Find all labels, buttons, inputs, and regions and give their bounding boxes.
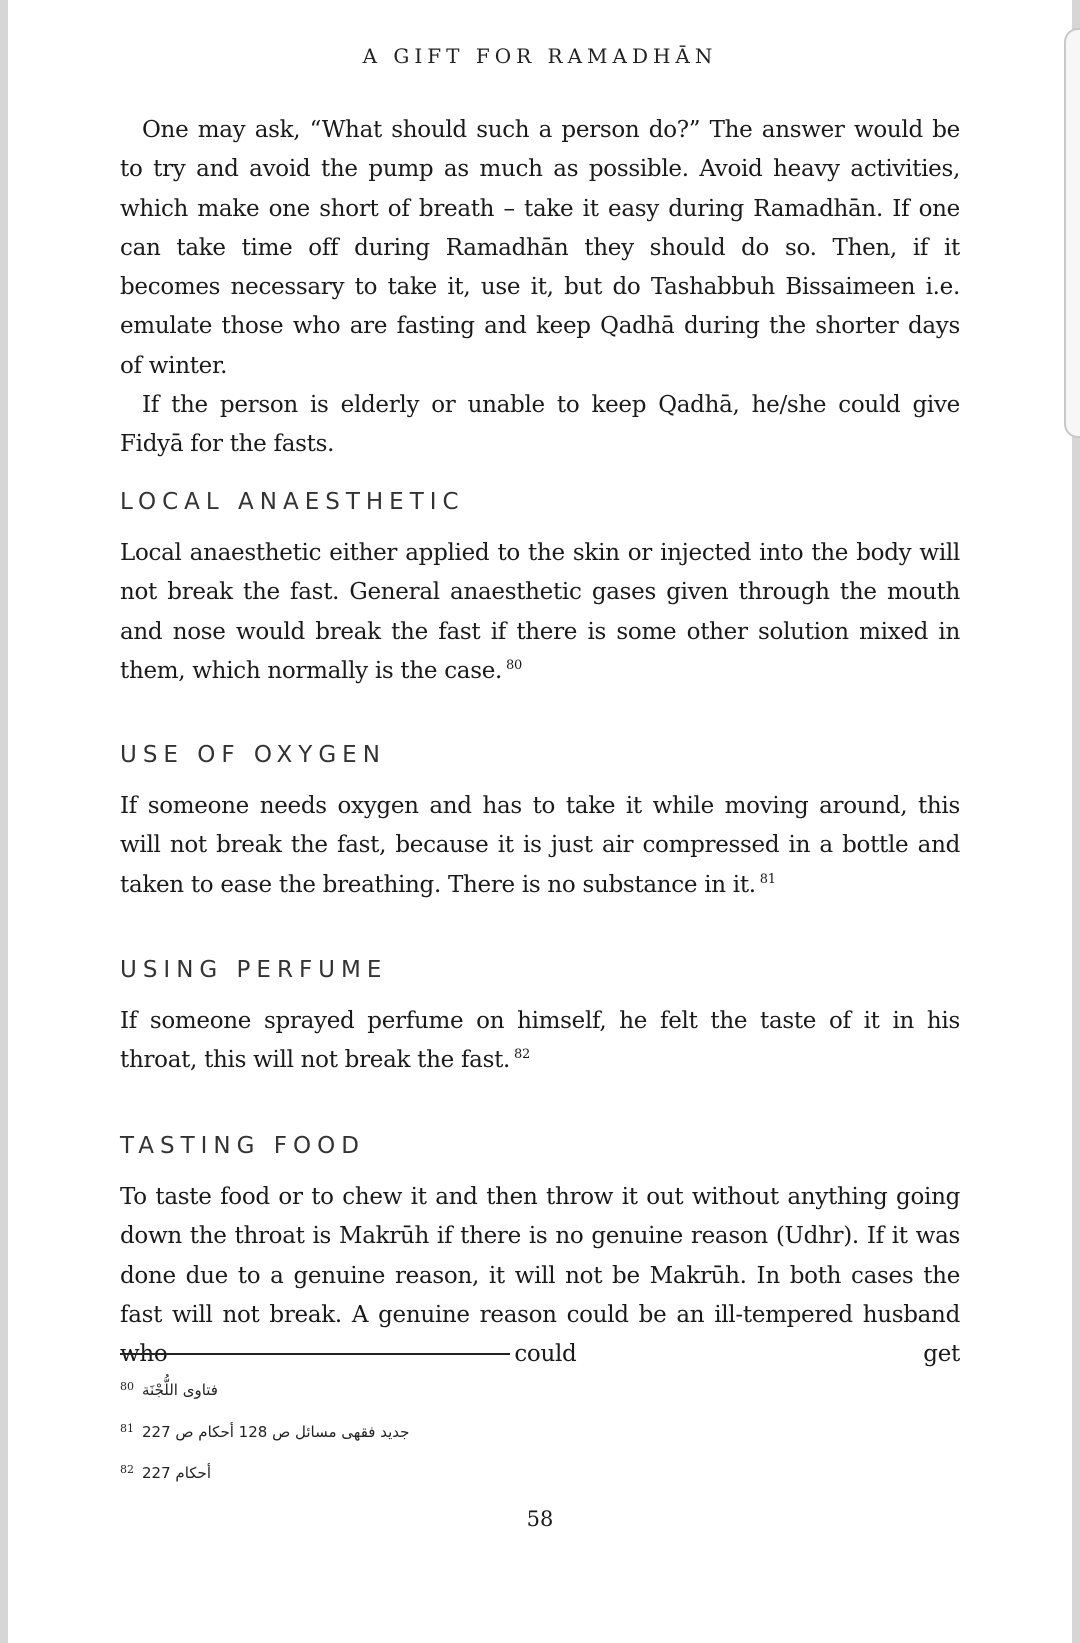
side-scroll-tab[interactable] bbox=[1064, 28, 1080, 438]
section-text: Local anaesthetic either applied to the skin or injected into the body will not break the fast. General anaesthetic gases given through the mouth and nose would break the fast if there is some other solution mixed in them, which normally is the case. bbox=[120, 540, 960, 684]
footnote-82 bbox=[120, 1460, 540, 1483]
footnote-number: 80 bbox=[120, 1380, 134, 1393]
section-use-of-oxygen bbox=[120, 741, 960, 905]
footnote-marker[interactable]: 81 bbox=[759, 871, 776, 887]
page-number: 58 bbox=[526, 1507, 554, 1531]
section-text: If someone needs oxygen and has to take it while moving around, this will not break the fast, because it is just air compressed in a bottle and taken to ease the breathing. There is no substance in it. bbox=[120, 793, 960, 898]
footnote-text: فتاوى اللُّجْنَة bbox=[142, 1381, 218, 1399]
footnote-80 bbox=[120, 1377, 540, 1400]
footnote-81 bbox=[120, 1419, 540, 1442]
footnote-marker[interactable]: 80 bbox=[506, 657, 522, 673]
footnote-text: أحكام 227 bbox=[142, 1464, 211, 1482]
paragraph: One may ask, “What should such a person do?” The answer would be to try and avoid the pump as much as possible. Avoid heavy activities, which make one short of breath – take it easy during Ramadhān. If one can take time off during Ramadhān they should do so. Then, if it becomes necessary to take it, use it, but do Tashabbuh Bissaimeen i.e. emulate those who are fasting and keep Qadhā during the shorter days of winter. bbox=[120, 117, 960, 379]
section-paragraph: To taste food or to chew it and then throw it out without anything going down the throat is Makrūh if there is no genuine reason (Udhr). If it was done due to a genuine reason, it will not be Makrūh. In both cases the fast will not break. A genuine reason could be an ill-tempered husband who could get bbox=[120, 1184, 960, 1368]
section-tasting-food bbox=[120, 1132, 960, 1374]
intro-block bbox=[120, 111, 960, 465]
section-local-anaesthetic bbox=[120, 488, 960, 691]
section-paragraph bbox=[120, 1002, 960, 1081]
section-paragraph bbox=[120, 787, 960, 905]
left-page-edge bbox=[0, 0, 8, 1643]
section-text: If someone sprayed perfume on himself, he felt the taste of it in his throat, this will not break the fast. bbox=[120, 1008, 960, 1074]
section-heading: USE OF OXYGEN bbox=[120, 742, 386, 768]
footnote-text: جديد فقهى مسائل ص 128 أحكام ص 227 bbox=[142, 1423, 410, 1441]
section-heading: TASTING FOOD bbox=[120, 1133, 365, 1159]
section-paragraph bbox=[120, 534, 960, 691]
section-heading: USING PERFUME bbox=[120, 957, 388, 983]
footnote-number: 81 bbox=[120, 1422, 134, 1435]
footnote-number: 82 bbox=[120, 1463, 134, 1476]
footnote-divider bbox=[120, 1353, 510, 1355]
footnote-marker[interactable]: 82 bbox=[514, 1047, 530, 1063]
section-heading: LOCAL ANAESTHETIC bbox=[120, 489, 465, 515]
running-head: A GIFT FOR RAMADHĀN bbox=[362, 44, 718, 68]
section-using-perfume bbox=[120, 956, 960, 1081]
paragraph: If the person is elderly or unable to keep Qadhā, he/she could give Fidyā for the fasts. bbox=[120, 392, 960, 458]
